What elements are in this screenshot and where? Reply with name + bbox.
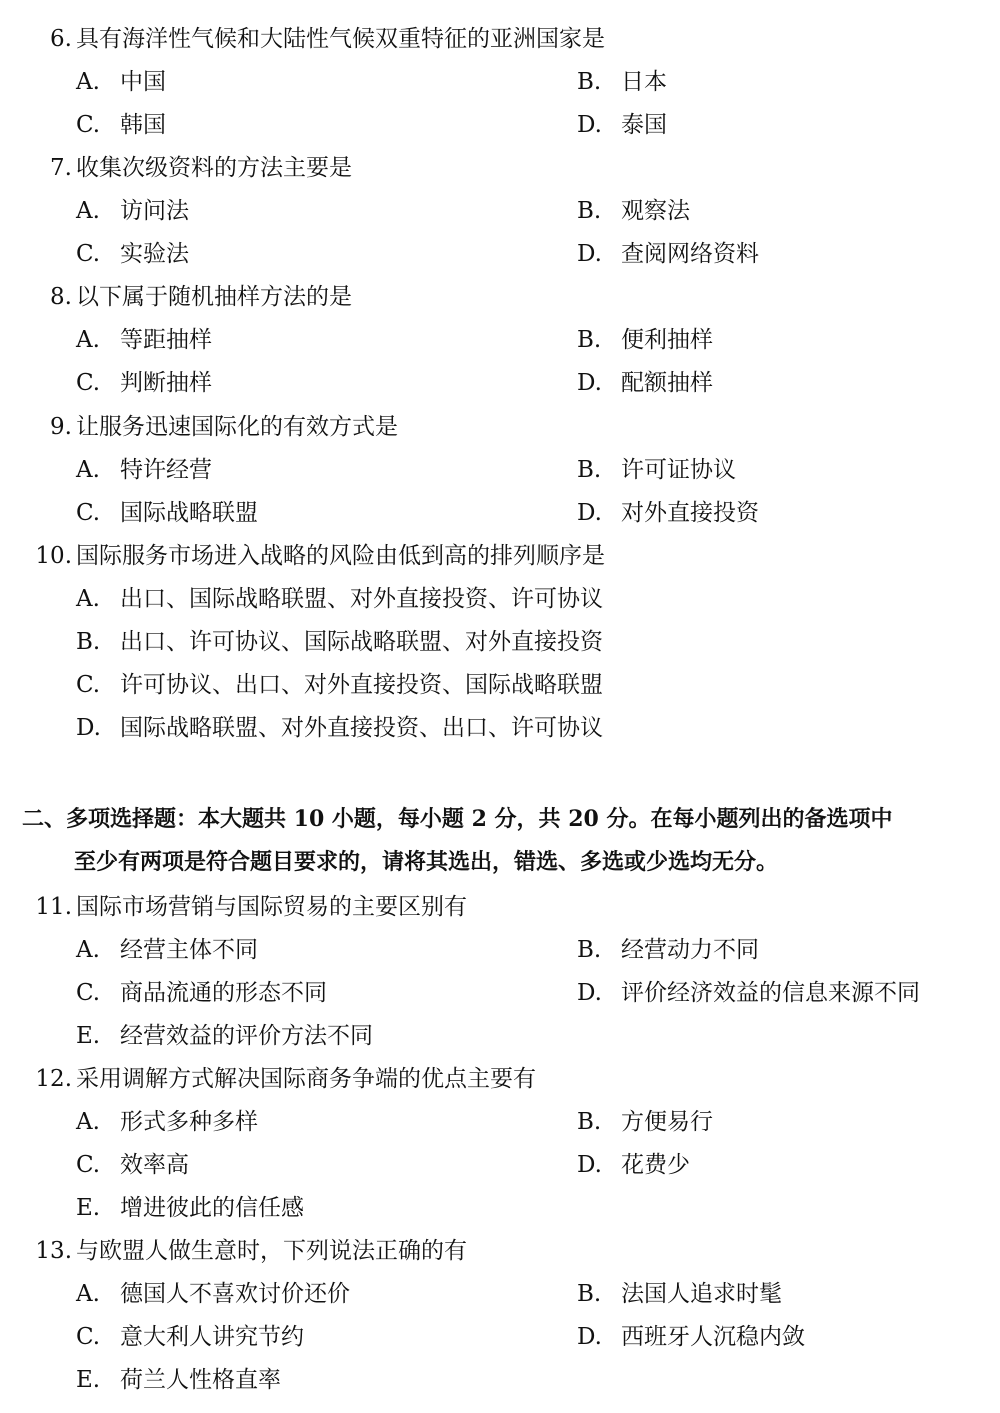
option-text: 等距抽样	[120, 327, 212, 353]
option-text: 增进彼此的信任感	[120, 1195, 304, 1221]
option-a	[76, 196, 189, 226]
option-label: D.	[577, 370, 602, 396]
option-label: A.	[76, 69, 100, 95]
option-text: 特许经营	[120, 457, 212, 483]
section-heading	[22, 798, 982, 884]
option-label: E.	[76, 1023, 101, 1049]
section-heading-line2: 至少有两项是符合题目要求的，请将其选出，错选、多选或少选均无分。	[74, 849, 779, 875]
question-stem: 收集次级资料的方法主要是	[76, 155, 352, 181]
option-c	[76, 978, 327, 1008]
question-number: 13.	[35, 1238, 72, 1264]
option-b	[577, 1279, 782, 1309]
option-label: E.	[76, 1367, 101, 1393]
option-b	[577, 455, 736, 485]
option-label: A.	[76, 457, 100, 483]
option-text: 中国	[120, 69, 166, 95]
option-text: 配额抽样	[621, 370, 713, 396]
option-label: A.	[76, 1281, 100, 1307]
option-a	[76, 455, 212, 485]
option-text: 经营动力不同	[621, 937, 759, 963]
question-stem: 国际服务市场进入战略的风险由低到高的排列顺序是	[76, 543, 605, 569]
option-text: 便利抽样	[621, 327, 713, 353]
option-label: D.	[577, 1152, 602, 1178]
option-label: B.	[76, 629, 101, 655]
option-c	[76, 670, 603, 700]
option-text: 出口、许可协议、国际战略联盟、对外直接投资	[120, 629, 603, 655]
option-c	[76, 1150, 189, 1180]
option-a	[76, 325, 212, 355]
question-number: 11.	[35, 894, 72, 920]
option-e	[76, 1193, 304, 1223]
option-a	[76, 67, 166, 97]
option-label: B.	[577, 457, 602, 483]
question-number: 8.	[50, 284, 72, 310]
option-label: A.	[76, 1109, 100, 1135]
option-text: 韩国	[120, 112, 166, 138]
question-stem: 采用调解方式解决国际商务争端的优点主要有	[76, 1066, 536, 1092]
option-c	[76, 110, 166, 140]
question-stem: 与欧盟人做生意时，下列说法正确的有	[76, 1238, 467, 1264]
option-label: C.	[76, 1152, 101, 1178]
question-number: 6.	[50, 26, 72, 52]
option-label: D.	[577, 241, 602, 267]
option-b	[76, 627, 603, 657]
option-text: 经营主体不同	[120, 937, 258, 963]
option-label: B.	[577, 198, 602, 224]
option-text: 评价经济效益的信息来源不同	[621, 980, 920, 1006]
option-b	[577, 1107, 713, 1137]
option-text: 西班牙人沉稳内敛	[621, 1324, 805, 1350]
option-label: A.	[76, 586, 100, 612]
option-c	[76, 368, 212, 398]
option-b	[577, 67, 667, 97]
option-a	[76, 1107, 258, 1137]
option-text: 实验法	[120, 241, 189, 267]
option-label: A.	[76, 937, 100, 963]
option-text: 荷兰人性格直率	[120, 1367, 281, 1393]
option-text: 国际战略联盟	[120, 500, 258, 526]
option-a	[76, 935, 258, 965]
option-label: D.	[577, 980, 602, 1006]
option-text: 经营效益的评价方法不同	[120, 1023, 373, 1049]
option-label: B.	[577, 327, 602, 353]
question-number: 12.	[35, 1066, 72, 1092]
option-a	[76, 1279, 350, 1309]
option-label: A.	[76, 327, 100, 353]
option-text: 访问法	[120, 198, 189, 224]
option-label: D.	[577, 500, 602, 526]
question-number: 7.	[50, 155, 72, 181]
option-label: C.	[76, 980, 101, 1006]
option-label: C.	[76, 112, 101, 138]
option-d	[577, 498, 759, 528]
option-c	[76, 1322, 304, 1352]
option-a	[76, 584, 603, 614]
option-label: C.	[76, 370, 101, 396]
option-text: 日本	[621, 69, 667, 95]
question-stem: 让服务迅速国际化的有效方式是	[76, 414, 398, 440]
option-c	[76, 239, 189, 269]
question-number: 10.	[35, 543, 72, 569]
option-label: B.	[577, 937, 602, 963]
option-label: D.	[577, 1324, 602, 1350]
option-text: 观察法	[621, 198, 690, 224]
option-d	[577, 1322, 805, 1352]
option-text: 形式多种多样	[120, 1109, 258, 1135]
option-text: 对外直接投资	[621, 500, 759, 526]
option-label: C.	[76, 500, 101, 526]
option-text: 效率高	[120, 1152, 189, 1178]
question-stem: 具有海洋性气候和大陆性气候双重特征的亚洲国家是	[76, 26, 605, 52]
option-text: 许可协议、出口、对外直接投资、国际战略联盟	[120, 672, 603, 698]
option-label: C.	[76, 1324, 101, 1350]
option-label: C.	[76, 241, 101, 267]
question-stem: 以下属于随机抽样方法的是	[76, 284, 352, 310]
option-text: 法国人追求时髦	[621, 1281, 782, 1307]
section-heading-line1: 二、多项选择题：本大题共 10 小题，每小题 2 分，共 20 分。在每小题列出的备选项中	[22, 806, 893, 832]
option-e	[76, 1365, 281, 1395]
question-stem: 国际市场营销与国际贸易的主要区别有	[76, 894, 467, 920]
option-text: 出口、国际战略联盟、对外直接投资、许可协议	[120, 586, 603, 612]
option-d	[76, 713, 603, 743]
option-text: 方便易行	[621, 1109, 713, 1135]
option-c	[76, 498, 258, 528]
option-label: E.	[76, 1195, 101, 1221]
option-text: 判断抽样	[120, 370, 212, 396]
option-text: 花费少	[621, 1152, 690, 1178]
option-text: 泰国	[621, 112, 667, 138]
option-d	[577, 368, 713, 398]
option-label: B.	[577, 1109, 602, 1135]
option-text: 意大利人讲究节约	[120, 1324, 304, 1350]
option-label: B.	[577, 1281, 602, 1307]
option-text: 商品流通的形态不同	[120, 980, 327, 1006]
option-text: 国际战略联盟、对外直接投资、出口、许可协议	[120, 715, 603, 741]
option-label: B.	[577, 69, 602, 95]
option-label: A.	[76, 198, 100, 224]
option-d	[577, 110, 667, 140]
option-b	[577, 325, 713, 355]
option-b	[577, 935, 759, 965]
option-d	[577, 239, 759, 269]
option-b	[577, 196, 690, 226]
option-text: 许可证协议	[621, 457, 736, 483]
option-e	[76, 1021, 373, 1051]
option-text: 德国人不喜欢讨价还价	[120, 1281, 350, 1307]
option-label: C.	[76, 672, 101, 698]
option-text: 查阅网络资料	[621, 241, 759, 267]
option-label: D.	[76, 715, 101, 741]
option-label: D.	[577, 112, 602, 138]
option-d	[577, 978, 920, 1008]
question-number: 9.	[50, 414, 72, 440]
option-d	[577, 1150, 690, 1180]
